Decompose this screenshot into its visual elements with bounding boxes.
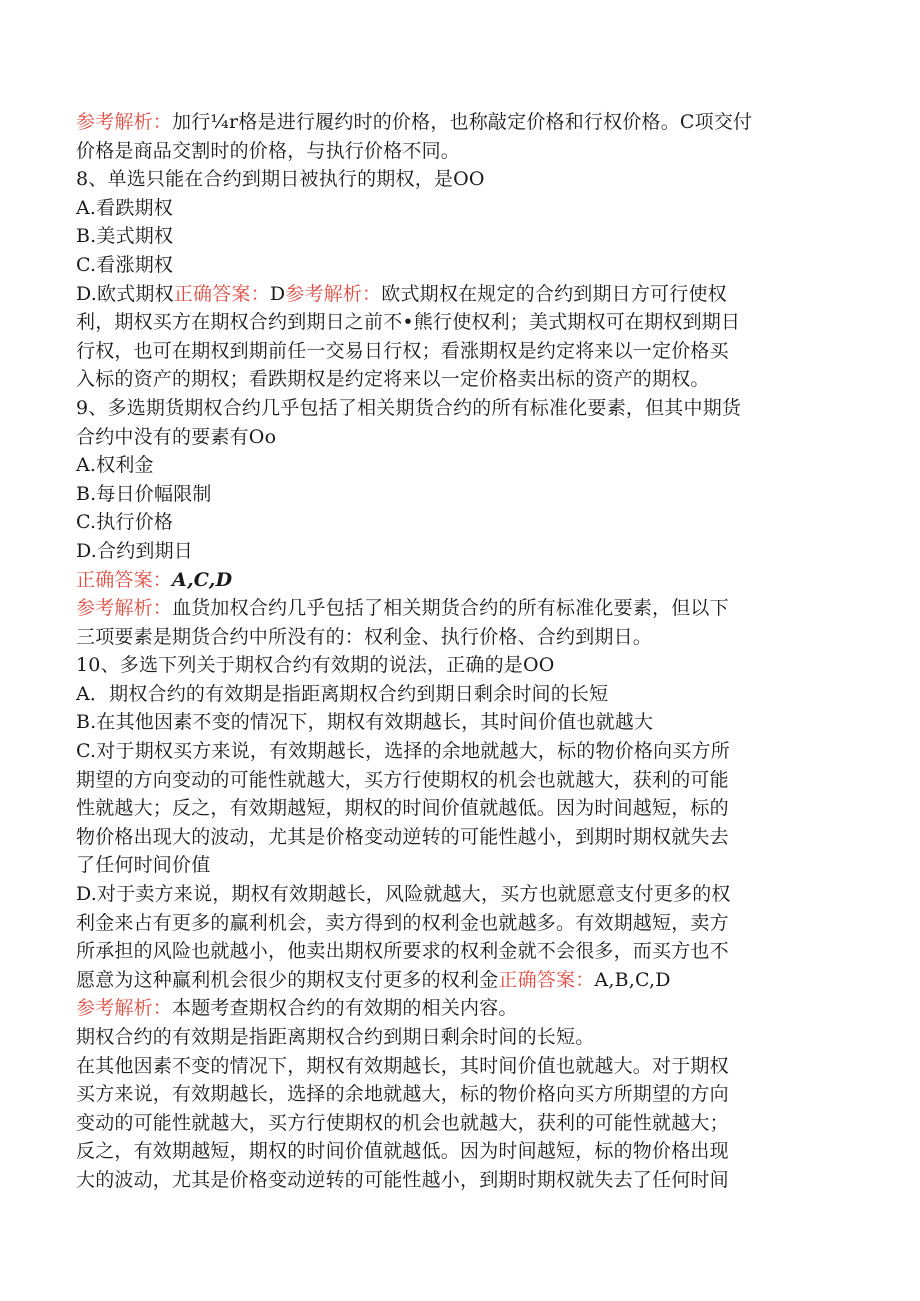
text-line xyxy=(76,508,846,537)
body-text: D.合约到期日 xyxy=(76,539,193,562)
text-line xyxy=(76,937,846,966)
body-text: 所承担的风险也就越小，他卖出期权所要求的权利金就不会很多，而买方也不 xyxy=(76,940,729,963)
body-text: D.欧式期权 xyxy=(76,282,174,305)
text-line xyxy=(76,1023,846,1052)
text-line xyxy=(76,966,846,995)
body-text: 了任何时间价值 xyxy=(76,854,211,877)
document-body xyxy=(76,108,846,1195)
text-line xyxy=(76,194,846,223)
text-line xyxy=(76,994,846,1023)
text-line xyxy=(76,909,846,938)
text-line xyxy=(76,623,846,652)
text-line xyxy=(76,737,846,766)
body-text: 行权，也可在期权到期前任一交易日行权；看涨期权是约定将来以一定价格买 xyxy=(76,339,729,362)
body-text: 愿意为这种赢利机会很少的期权支付更多的权利金 xyxy=(76,968,499,991)
body-text: 入标的资产的期权；看跌期权是约定将来以一定价格卖出标的资产的期权。 xyxy=(76,368,710,391)
text-line xyxy=(76,1109,846,1138)
text-line xyxy=(76,708,846,737)
body-text: A,C,D xyxy=(172,568,233,591)
text-line xyxy=(76,880,846,909)
body-text: 8、单选只能在合约到期日被执行的期权，是OO xyxy=(76,168,485,191)
text-line xyxy=(76,651,846,680)
label-text: 参考解析： xyxy=(76,997,173,1020)
text-line xyxy=(76,594,846,623)
label-text: 参考解析： xyxy=(285,282,382,305)
body-text: 价格是商品交割时的价格，与执行价格不同。 xyxy=(76,139,461,162)
label-text: 正确答案： xyxy=(173,282,270,305)
text-line xyxy=(76,766,846,795)
body-text: 合约中没有的要素有Oo xyxy=(76,425,277,448)
label-text: 参考解析： xyxy=(76,597,173,620)
body-text: 物价格出现大的波动，尤其是价格变动逆转的可能性越小，到期时期权就失去 xyxy=(76,825,729,848)
body-text: B.在其他因素不变的情况下，期权有效期越长，其时间价值也就越大 xyxy=(76,711,654,734)
text-line xyxy=(76,137,846,166)
body-text: A.看跌期权 xyxy=(76,196,173,219)
body-text: C.看涨期权 xyxy=(76,253,174,276)
text-line xyxy=(76,1080,846,1109)
body-text: C.对于期权买方来说，有效期越长，选择的余地就越大，标的物价格向买方所 xyxy=(76,740,730,763)
text-line xyxy=(76,337,846,366)
body-text: 在其他因素不变的情况下，期权有效期越长，其时间价值也就越大。对于期权 xyxy=(76,1054,729,1077)
text-line xyxy=(76,251,846,280)
text-line xyxy=(76,823,846,852)
body-text: C.执行价格 xyxy=(76,511,174,534)
text-line xyxy=(76,1137,846,1166)
body-text: 期望的方向变动的可能性就越大，买方行使期权的机会也就越大，获利的可能 xyxy=(76,768,729,791)
body-text: 血货加权合约几乎包括了相关期货合约的所有标准化要素，但以下 xyxy=(172,597,729,620)
text-line xyxy=(76,1052,846,1081)
body-text: A.权利金 xyxy=(76,454,154,477)
body-text: 9、多选期货期权合约几乎包括了相关期货合约的所有标准化要素，但其中期货 xyxy=(76,396,742,419)
text-line xyxy=(76,365,846,394)
body-text: 本题考查期权合约的有效期的相关内容。 xyxy=(172,997,518,1020)
text-line xyxy=(76,308,846,337)
text-line xyxy=(76,165,846,194)
body-text: 买方来说，有效期越长，选择的余地就越大，标的物价格向买方所期望的方向 xyxy=(76,1083,729,1106)
text-line xyxy=(76,451,846,480)
text-line xyxy=(76,794,846,823)
body-text: A．期权合约的有效期是指距离期权合约到期日剩余时间的长短 xyxy=(76,682,609,705)
text-line xyxy=(76,537,846,566)
body-text: B.每日价幅限制 xyxy=(76,482,212,505)
body-text: 利金来占有更多的赢利机会，卖方得到的权利金也就越多。有效期越短，卖方 xyxy=(76,911,729,934)
body-text: D xyxy=(269,282,286,305)
text-line xyxy=(76,423,846,452)
body-text: 三项要素是期货合约中所没有的：权利金、执行价格、合约到期日。 xyxy=(76,625,653,648)
text-line xyxy=(76,222,846,251)
body-text: 反之，有效期越短，期权的时间价值就越低。因为时间越短，标的物价格出现 xyxy=(76,1140,729,1163)
body-text: 变动的可能性就越大，买方行使期权的机会也就越大，获利的可能性就越大； xyxy=(76,1111,729,1134)
text-line xyxy=(76,480,846,509)
label-text: 正确答案： xyxy=(76,568,173,591)
body-text: 大的波动，尤其是价格变动逆转的可能性越小，到期时期权就失去了任何时间 xyxy=(76,1168,729,1191)
label-text: 参考解析： xyxy=(76,111,173,133)
text-line xyxy=(76,566,846,595)
body-text: 利，期权买方在期权合约到期日之前不•熊行使权利；美式期权可在期权到期日 xyxy=(76,311,741,334)
body-text: 期权合约的有效期是指距离期权合约到期日剩余时间的长短。 xyxy=(76,1026,595,1048)
text-line xyxy=(76,394,846,423)
body-text: 性就越大；反之，有效期越短，期权的时间价值就越低。因为时间越短，标的 xyxy=(76,797,729,820)
body-text: 欧式期权在规定的合约到期日方可行使权 xyxy=(381,282,727,305)
body-text: 10、多选下列关于期权合约有效期的说法，正确的是OO xyxy=(76,654,555,677)
text-line xyxy=(76,680,846,709)
body-text: B.美式期权 xyxy=(76,225,174,248)
body-text: A,B,C,D xyxy=(594,968,671,991)
text-line xyxy=(76,280,846,309)
body-text: 加行¼r格是进行履约时的价格，也称敲定价格和行权价格。C项交付 xyxy=(172,111,753,133)
label-text: 正确答案： xyxy=(498,968,595,991)
body-text: D.对于卖方来说，期权有效期越长，风险就越大，买方也就愿意支付更多的权 xyxy=(76,883,731,906)
text-line xyxy=(76,1166,846,1195)
text-line xyxy=(76,851,846,880)
text-line xyxy=(76,108,846,137)
